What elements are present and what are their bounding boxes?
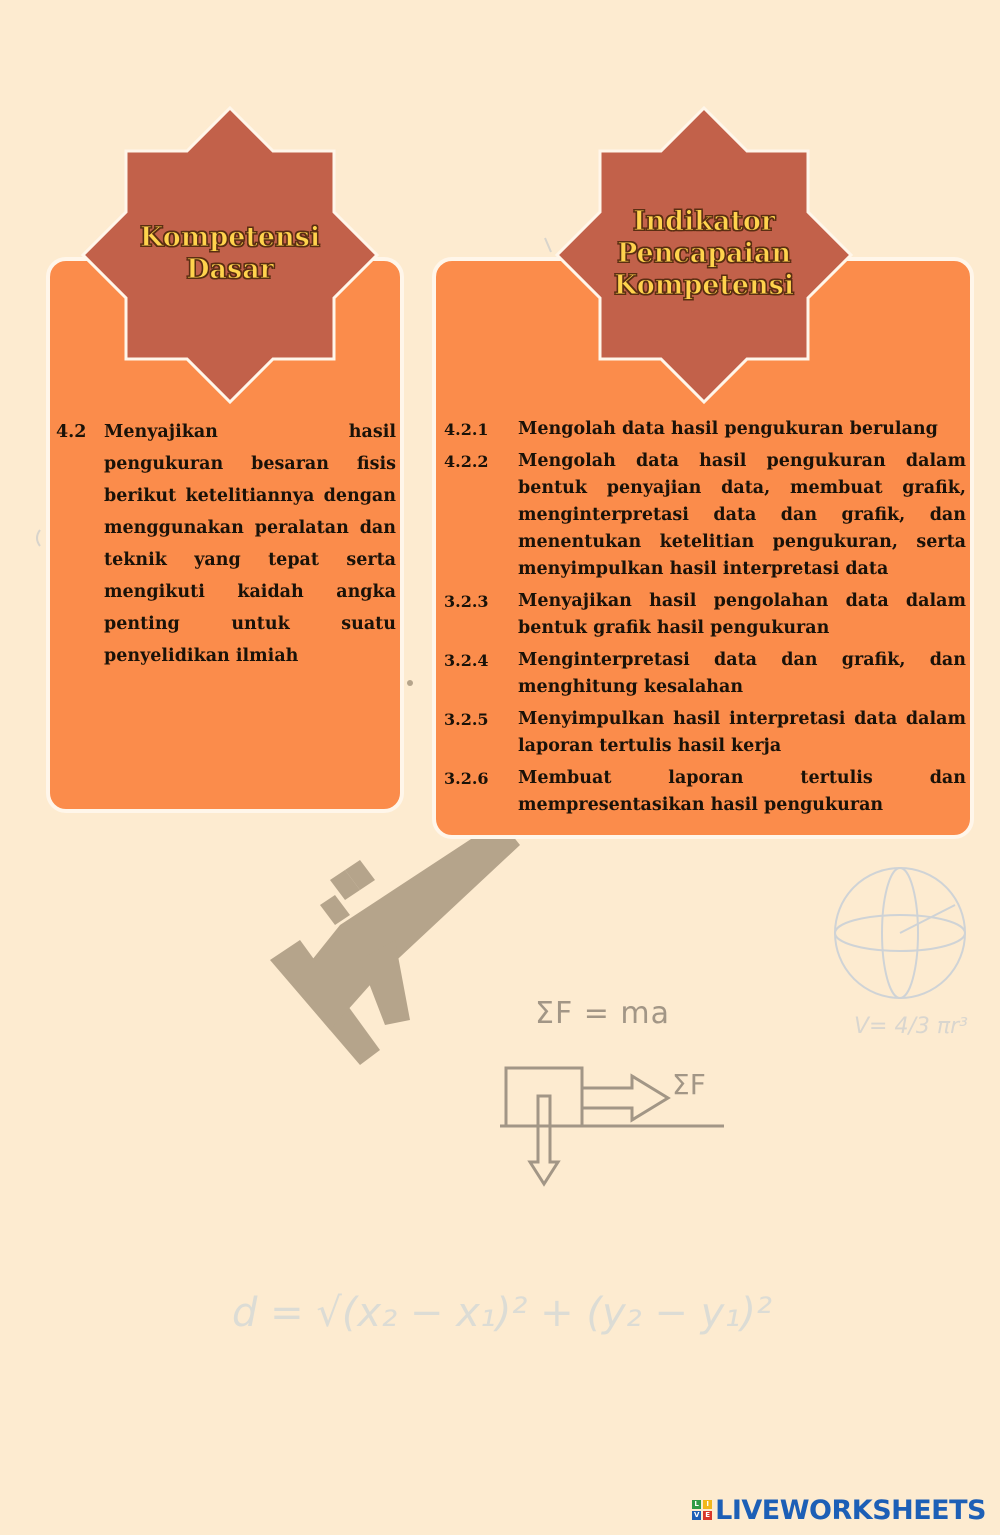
kompetensi-dasar-title-line1: Kompetensi — [139, 222, 321, 253]
kompetensi-dasar-number: 4.2 — [56, 422, 87, 442]
indikator-number: 3.2.3 — [444, 592, 489, 611]
indikator-item — [444, 588, 966, 642]
kompetensi-dasar-title — [100, 222, 360, 286]
indikator-list — [444, 416, 966, 824]
indikator-title-line2: Pencapaian — [616, 238, 792, 269]
indikator-text: Menyajikan hasil pengolahan data dalam bentuk grafik hasil pengukuran — [518, 591, 966, 638]
indikator-number: 3.2.5 — [444, 710, 489, 729]
net-force-label: ΣF — [672, 1068, 706, 1101]
indikator-item — [444, 416, 966, 443]
indikator-number: 3.2.6 — [444, 769, 489, 788]
sphere-volume-equation: V= 4/3 πr³ — [854, 1014, 968, 1039]
liveworksheets-logo[interactable] — [692, 1490, 986, 1530]
indikator-title-line1: Indikator — [632, 206, 776, 237]
indikator-item — [444, 706, 966, 760]
caliper-icon — [270, 820, 520, 1065]
kompetensi-dasar-title-line2: Dasar — [186, 254, 274, 285]
indikator-item — [444, 647, 966, 701]
indikator-text: Menginterpretasi data dan grafik, dan menghitung kesalahan — [518, 650, 966, 697]
sphere-icon — [835, 868, 965, 998]
indikator-number: 4.2.2 — [444, 452, 489, 471]
indikator-text: Mengolah data hasil pengukuran dalam bentuk penyajian data, membuat grafik, menginterpretasi data dan grafik, dan menentukan ketelitian pengukuran, serta menyimpulkan hasil interpretasi data — [518, 451, 966, 579]
indikator-text: Membuat laporan tertulis dan mempresentasikan hasil pengukuran — [518, 768, 966, 815]
indikator-text: Menyimpulkan hasil interpretasi data dalam laporan tertulis hasil kerja — [518, 709, 966, 756]
newton-law-equation: ΣF = ma — [535, 996, 671, 1031]
distance-formula: d = √(x₂ − x₁)² + (y₂ − y₁)² — [232, 1290, 772, 1336]
indikator-text: Mengolah data hasil pengukuran berulang — [518, 419, 938, 439]
indikator-number: 4.2.1 — [444, 420, 489, 439]
indikator-item — [444, 448, 966, 583]
kompetensi-dasar-text: Menyajikan hasil pengukuran besaran fisis berikut ketelitiannya dengan menggunakan peralatan dan teknik yang tepat serta mengikuti kaidah angka penting untuk suatu penyelidikan ilmiah — [104, 422, 396, 666]
indikator-title-line3: Kompetensi — [613, 270, 795, 301]
indikator-title — [575, 206, 833, 302]
liveworksheets-logo-icon: L I V E — [692, 1500, 712, 1520]
indikator-item — [444, 765, 966, 819]
indikator-number: 3.2.4 — [444, 651, 489, 670]
liveworksheets-logo-text: LIVEWORKSHEETS — [715, 1494, 986, 1526]
